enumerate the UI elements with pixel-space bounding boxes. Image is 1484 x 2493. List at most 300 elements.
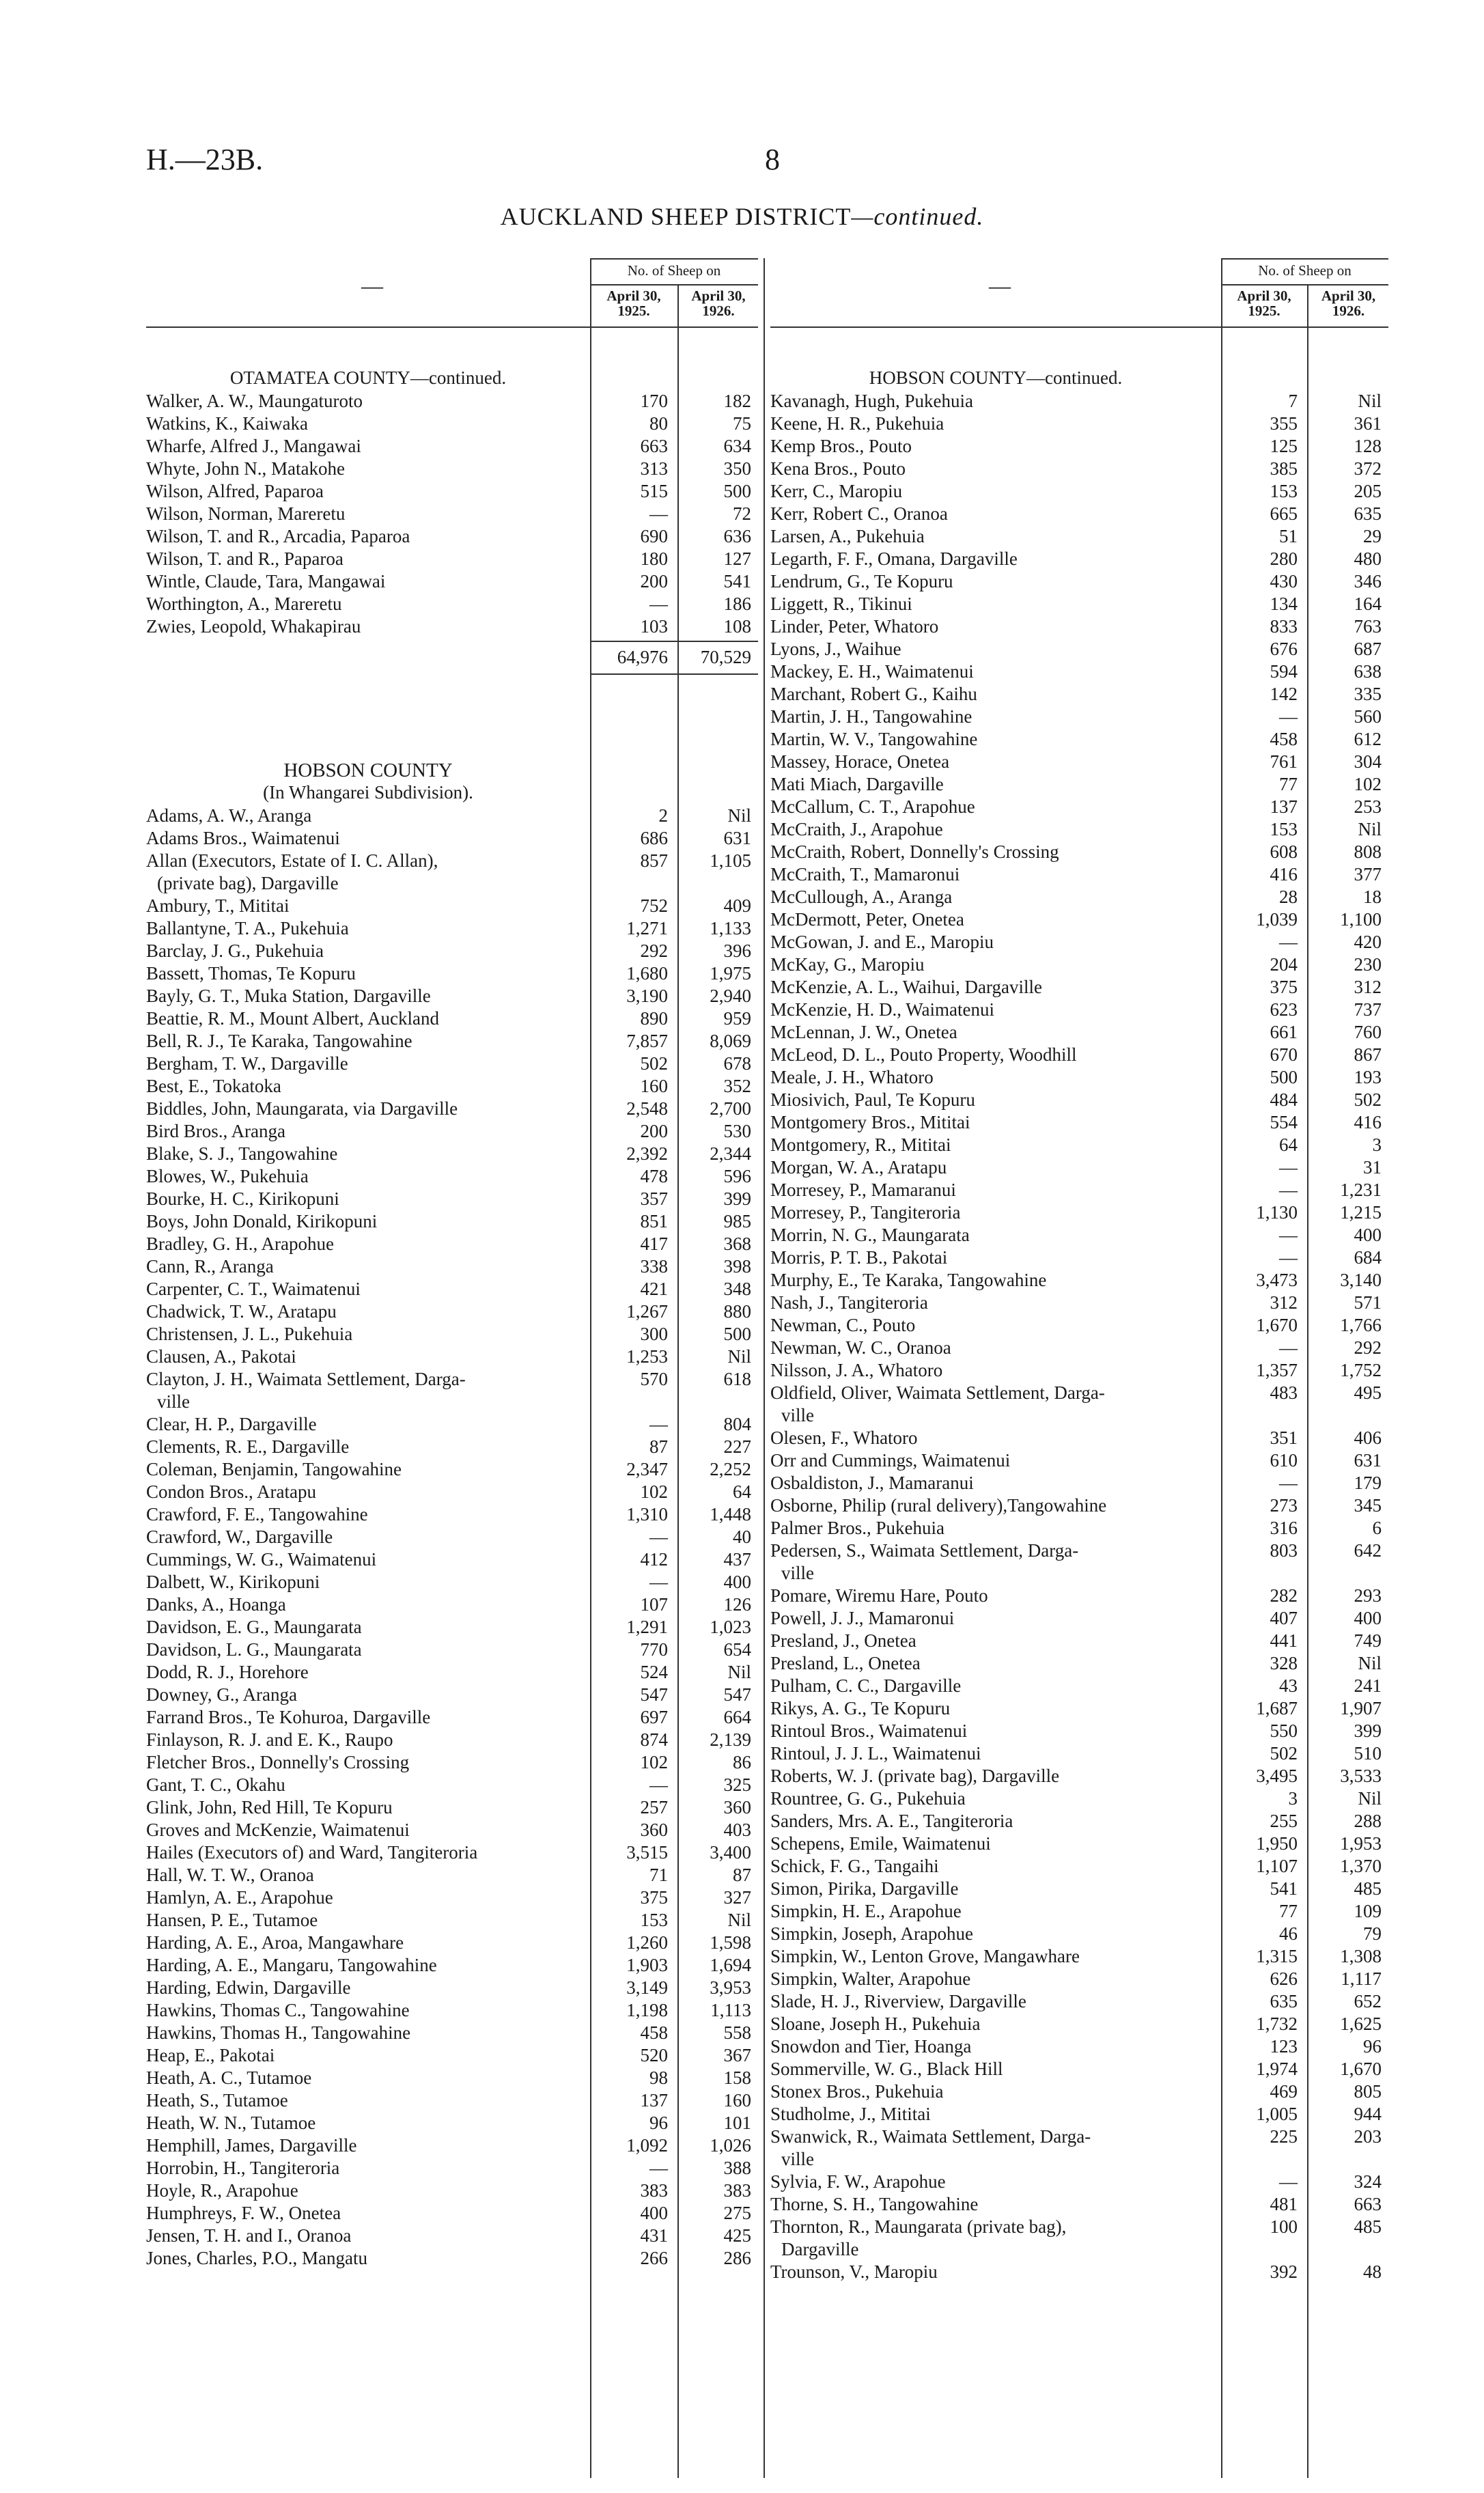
row-name: Hansen, P. E., Tutamoe [146, 1910, 318, 1930]
row-value-1925: 833 [1270, 616, 1298, 637]
row-value-1926: 1,133 [710, 918, 751, 938]
row-value-1925: 1,271 [626, 918, 668, 938]
row-value-1925: 357 [640, 1188, 668, 1209]
row-value-1926: 324 [1354, 2171, 1382, 2192]
row-value-1926: 275 [723, 2203, 751, 2223]
row-value-1925: 80 [649, 413, 668, 434]
table-row [146, 985, 758, 1007]
table-row [146, 895, 758, 917]
table-row [770, 2216, 1388, 2238]
row-name: Simpkin, W., Lenton Grove, Mangawhare [770, 1946, 1080, 1966]
table-row [770, 1066, 1388, 1089]
row-value-1925: 484 [1270, 1089, 1298, 1110]
row-value-1925: 200 [640, 1121, 668, 1141]
row-value-1926: 368 [723, 1234, 751, 1254]
row-value-1926: 304 [1354, 751, 1382, 772]
row-value-1925: 752 [640, 895, 668, 916]
row-value-1926: 182 [723, 391, 751, 411]
row-name: Christensen, J. L., Pukehuia [146, 1324, 353, 1344]
row-name: Heath, S., Tutamoe [146, 2090, 288, 2111]
table-row [146, 2022, 758, 2044]
row-name: Bourke, H. C., Kirikopuni [146, 1188, 339, 1209]
row-name: Morris, P. T. B., Pakotai [770, 1247, 948, 1268]
row-name: Montgomery, R., Mititai [770, 1134, 951, 1155]
row-value-1925: 1,732 [1256, 2014, 1298, 2034]
row-value-1926: 3,533 [1340, 1766, 1382, 1786]
table-row [770, 525, 1388, 548]
table-row [770, 1404, 1388, 1427]
table-row [146, 615, 758, 638]
table-row [146, 1706, 758, 1729]
row-name: Kerr, C., Maropiu [770, 481, 903, 501]
row-value-1925: 96 [649, 2113, 668, 2133]
row-value-1926: 437 [723, 1549, 751, 1570]
row-value-1926: 485 [1354, 1878, 1382, 1899]
row-name: Bayly, G. T., Muka Station, Dargaville [146, 986, 431, 1006]
row-value-1925: 100 [1270, 2216, 1298, 2237]
row-value-1926: 18 [1363, 887, 1382, 907]
row-value-1926: 502 [1354, 1089, 1382, 1110]
table-row [146, 1751, 758, 1774]
table-row [146, 2202, 758, 2225]
table-row [770, 1630, 1388, 1652]
row-value-1926: 335 [1354, 684, 1382, 704]
row-value-1926: 203 [1354, 2126, 1382, 2147]
table-row [770, 435, 1388, 458]
table-row [146, 1616, 758, 1639]
row-value-1926: 2,344 [710, 1143, 751, 1164]
row-value-1926: 634 [723, 436, 751, 456]
row-value-1925: 626 [1270, 1968, 1298, 1989]
row-value-1926: 1,308 [1340, 1946, 1382, 1966]
table-row [770, 2193, 1388, 2216]
row-value-1925: 458 [1270, 729, 1298, 749]
row-name: Pomare, Wiremu Hare, Pouto [770, 1585, 988, 1606]
table-row [770, 1246, 1388, 1269]
row-value-1925: 770 [640, 1639, 668, 1660]
row-name: McCallum, C. T., Arapohue [770, 796, 975, 817]
table-row [770, 1044, 1388, 1066]
row-value-1926: 1,100 [1340, 909, 1382, 930]
row-name: Simon, Pirika, Dargaville [770, 1878, 959, 1899]
table-row [770, 1833, 1388, 1855]
row-name: Boys, John Donald, Kirikopuni [146, 1211, 378, 1231]
row-value-1925: 273 [1270, 1495, 1298, 1516]
row-value-1926: 2,700 [710, 1098, 751, 1119]
row-value-1926: 292 [1354, 1337, 1382, 1358]
table-row [146, 1075, 758, 1098]
row-value-1926: 737 [1354, 999, 1382, 1020]
table-row [770, 1697, 1388, 1720]
table-row [770, 773, 1388, 796]
row-value-1925: 102 [640, 1481, 668, 1502]
row-value-1925: 665 [1270, 503, 1298, 524]
table-row [770, 615, 1388, 638]
row-value-1925: 46 [1279, 1923, 1298, 1944]
row-value-1926: 3 [1372, 1134, 1382, 1155]
table-row [770, 1540, 1388, 1562]
row-value-1925: 502 [1270, 1743, 1298, 1764]
row-value-1925: — [1279, 932, 1298, 952]
title-suffix: —continued. [851, 203, 984, 230]
row-name: Wilson, T. and R., Paparoa [146, 548, 344, 569]
table-row [146, 1165, 758, 1188]
header-rule-top [1221, 258, 1388, 260]
row-name: Lyons, J., Waihue [770, 639, 901, 659]
row-value-1926: 29 [1363, 526, 1382, 546]
table-row [770, 2126, 1388, 2148]
row-value-1926: 760 [1354, 1022, 1382, 1042]
row-value-1926: 596 [723, 1166, 751, 1186]
row-value-1925: — [1279, 1337, 1298, 1358]
section-heading-hobson: HOBSON COUNTY [283, 760, 453, 781]
row-name: Harding, A. E., Aroa, Mangawhare [146, 1932, 404, 1953]
row-value-1926: 400 [1354, 1608, 1382, 1628]
row-value-1926: 377 [1354, 864, 1382, 885]
row-value-1926: 684 [1354, 1247, 1382, 1268]
table-row [146, 1774, 758, 1796]
row-value-1926: 678 [723, 1053, 751, 1074]
row-value-1925: 3,495 [1256, 1766, 1298, 1786]
row-value-1926: 416 [1354, 1112, 1382, 1132]
row-value-1926: 8,069 [710, 1031, 751, 1051]
row-value-1925: 1,291 [626, 1617, 668, 1637]
row-value-1925: 313 [640, 458, 668, 479]
row-value-1925: 77 [1279, 1901, 1298, 1921]
row-value-1926: 109 [1354, 1901, 1382, 1921]
table-row [770, 863, 1388, 886]
row-value-1926: 425 [723, 2225, 751, 2246]
row-value-1925: 2,548 [626, 1098, 668, 1119]
row-name: Sylvia, F. W., Arapohue [770, 2171, 946, 2192]
row-name: Meale, J. H., Whatoro [770, 1067, 934, 1087]
total-1925: 64,976 [617, 647, 668, 667]
table-row [770, 1449, 1388, 1472]
row-value-1926: 1,752 [1340, 1360, 1382, 1380]
table-row [146, 1458, 758, 1481]
row-value-1926: 403 [723, 1820, 751, 1840]
row-value-1926: 312 [1354, 977, 1382, 997]
row-name: Simpkin, H. E., Arapohue [770, 1901, 962, 1921]
row-value-1925: 1,260 [626, 1932, 668, 1953]
row-name: Stonex Bros., Pukehuia [770, 2081, 944, 2102]
table-row [770, 1359, 1388, 1382]
row-value-1925: 280 [1270, 548, 1298, 569]
table-row [770, 1021, 1388, 1044]
row-value-1926: 763 [1354, 616, 1382, 637]
row-value-1925: 500 [1270, 1067, 1298, 1087]
row-value-1926: 2,252 [710, 1459, 751, 1479]
row-name: Schick, F. G., Tangaihi [770, 1856, 939, 1876]
row-value-1925: 385 [1270, 458, 1298, 479]
row-value-1926: 652 [1354, 1991, 1382, 2011]
row-value-1926: 126 [723, 1594, 751, 1615]
row-name: Schepens, Emile, Waimatenui [770, 1833, 991, 1854]
row-name: McCraith, J., Arapohue [770, 819, 943, 839]
table-row [770, 1855, 1388, 1878]
row-value-1925: 761 [1270, 751, 1298, 772]
row-value-1925: 1,687 [1256, 1698, 1298, 1718]
table-row [770, 2103, 1388, 2126]
row-name: Fletcher Bros., Donnelly's Crossing [146, 1752, 410, 1772]
row-value-1925: — [649, 2158, 668, 2178]
row-value-1926: Nil [1358, 391, 1382, 411]
row-value-1925: 1,253 [626, 1346, 668, 1367]
table-row [770, 413, 1388, 435]
row-value-1925: 554 [1270, 1112, 1298, 1132]
row-value-1925: 431 [640, 2225, 668, 2246]
table-row [146, 2225, 758, 2247]
row-value-1926: 985 [723, 1211, 751, 1231]
row-name: Beattie, R. M., Mount Albert, Auckland [146, 1008, 439, 1029]
table-row [770, 1314, 1388, 1337]
row-name: Wilson, Norman, Mareretu [146, 503, 346, 524]
table-row [146, 548, 758, 570]
row-value-1925: 102 [640, 1752, 668, 1772]
table-row [770, 1179, 1388, 1201]
table-row [146, 1999, 758, 2022]
sheep-group-heading: No. of Sheep on [1258, 262, 1352, 279]
section-heading-otamatea: OTAMATEA COUNTY—continued. [229, 367, 507, 388]
table-row [770, 2035, 1388, 2058]
row-name: Glink, John, Red Hill, Te Kopuru [146, 1797, 393, 1817]
row-name: Blowes, W., Pukehuia [146, 1166, 309, 1186]
row-value-1926: 96 [1363, 2036, 1382, 2057]
row-value-1925: 360 [640, 1820, 668, 1840]
title-main: AUCKLAND SHEEP DISTRICT [500, 203, 852, 230]
page-title [0, 202, 1484, 231]
row-value-1926: 664 [723, 1707, 751, 1727]
row-value-1925: — [1279, 1225, 1298, 1245]
table-row [770, 1923, 1388, 1945]
row-value-1926: 1,907 [1340, 1698, 1382, 1718]
row-name: Sanders, Mrs. A. E., Tangiteroria [770, 1811, 1013, 1831]
row-name: Thorne, S. H., Tangowahine [770, 2194, 979, 2214]
total-1926: 70,529 [700, 647, 751, 667]
row-value-1926: 327 [723, 1887, 751, 1908]
row-value-1925: 690 [640, 526, 668, 546]
row-value-1925: 1,198 [626, 2000, 668, 2020]
table-row [146, 503, 758, 525]
row-value-1926: 530 [723, 1121, 751, 1141]
total-rule-top [590, 641, 758, 642]
row-value-1926: 396 [723, 941, 751, 961]
row-value-1925: 351 [1270, 1427, 1298, 1448]
row-value-1925: 483 [1270, 1382, 1298, 1403]
row-name: Bergham, T. W., Dargaville [146, 1053, 348, 1074]
row-value-1926: 348 [723, 1279, 751, 1299]
table-row [146, 917, 758, 940]
row-name: Sloane, Joseph H., Pukehuia [770, 2014, 981, 2034]
row-name: Hoyle, R., Arapohue [146, 2180, 298, 2201]
row-name: Hawkins, Thomas C., Tangowahine [146, 2000, 410, 2020]
row-name: Snowdon and Tier, Hoanga [770, 2036, 972, 2057]
row-value-1925: 412 [640, 1549, 668, 1570]
row-value-1926: 253 [1354, 796, 1382, 817]
row-value-1926: 108 [723, 616, 751, 637]
row-name: Coleman, Benjamin, Tangowahine [146, 1459, 402, 1479]
row-name: Clements, R. E., Dargaville [146, 1436, 350, 1457]
row-name: Kavanagh, Hugh, Pukehuia [770, 391, 973, 411]
row-value-1925: 375 [640, 1887, 668, 1908]
table-row [770, 1675, 1388, 1697]
row-value-1926: 383 [723, 2180, 751, 2201]
table-row [770, 2058, 1388, 2080]
row-value-1925: 204 [1270, 954, 1298, 975]
row-value-1925: 266 [640, 2248, 668, 2268]
table-row [146, 525, 758, 548]
table-row [146, 1346, 758, 1368]
row-name: Clayton, J. H., Waimata Settlement, Darga- [146, 1369, 466, 1389]
row-name: Morgan, W. A., Aratapu [770, 1157, 947, 1178]
row-value-1925: 400 [640, 2203, 668, 2223]
row-name: ville [781, 2149, 814, 2169]
row-name: McKenzie, H. D., Waimatenui [770, 999, 994, 1020]
row-name: McCullough, A., Aranga [770, 887, 953, 907]
row-value-1925: 98 [649, 2067, 668, 2088]
row-value-1925: 661 [1270, 1022, 1298, 1042]
table-row [770, 1585, 1388, 1607]
table-row [146, 1436, 758, 1458]
row-name: Jensen, T. H. and I., Oranoa [146, 2225, 352, 2246]
row-name: Trounson, V., Maropiu [770, 2261, 938, 2282]
table-row [146, 1007, 758, 1030]
row-value-1925: 316 [1270, 1518, 1298, 1538]
row-value-1925: 515 [640, 481, 668, 501]
table-row [146, 1030, 758, 1053]
row-value-1925: 123 [1270, 2036, 1298, 2057]
row-name: Keene, H. R., Pukehuia [770, 413, 944, 434]
table-row [770, 931, 1388, 953]
table-row [770, 1878, 1388, 1900]
row-name: Danks, A., Hoanga [146, 1594, 286, 1615]
row-value-1925: 676 [1270, 639, 1298, 659]
row-name: Sommerville, W. G., Black Hill [770, 2059, 1003, 2079]
table-row [770, 1562, 1388, 1585]
row-name: Bassett, Thomas, Te Kopuru [146, 963, 356, 984]
row-value-1926: 642 [1354, 1540, 1382, 1561]
table-row [146, 413, 758, 435]
page-number: 8 [765, 143, 780, 176]
row-name: Orr and Cummings, Waimatenui [770, 1450, 1011, 1471]
row-value-1926: 40 [733, 1527, 751, 1547]
row-value-1925: 2,392 [626, 1143, 668, 1164]
row-value-1926: 480 [1354, 548, 1382, 569]
row-name: Hall, W. T. W., Oranoa [146, 1865, 314, 1885]
row-name: Newman, C., Pouto [770, 1315, 916, 1335]
table-row [770, 2261, 1388, 2283]
row-value-1926: 1,953 [1340, 1833, 1382, 1854]
row-name: Miosivich, Paul, Te Kopuru [770, 1089, 975, 1110]
table-row [146, 570, 758, 593]
row-value-1925: 610 [1270, 1450, 1298, 1471]
row-value-1925: 137 [640, 2090, 668, 2111]
row-name: McCraith, T., Mamaronui [770, 864, 960, 885]
table-row [770, 548, 1388, 570]
row-value-1925: 570 [640, 1369, 668, 1389]
row-value-1925: 1,680 [626, 963, 668, 984]
row-value-1926: 31 [1363, 1157, 1382, 1178]
table-row [770, 1517, 1388, 1540]
table-row [770, 458, 1388, 480]
row-name: ville [781, 1405, 814, 1425]
table-row [146, 2134, 758, 2157]
row-name: Wharfe, Alfred J., Mangawai [146, 436, 361, 456]
row-name: Newman, W. C., Oranoa [770, 1337, 951, 1358]
row-value-1926: 372 [1354, 458, 1382, 479]
table-row [146, 1255, 758, 1278]
row-name: Rikys, A. G., Te Kopuru [770, 1698, 951, 1718]
table-row [770, 976, 1388, 999]
row-value-1925: 7 [1288, 391, 1298, 411]
table-row [146, 962, 758, 985]
row-value-1925: 550 [1270, 1721, 1298, 1741]
row-name: Cann, R., Aranga [146, 1256, 274, 1277]
row-value-1925: 153 [640, 1910, 668, 1930]
table-row [146, 1977, 758, 1999]
row-name: Finlayson, R. J. and E. K., Raupo [146, 1729, 393, 1750]
row-value-1926: 230 [1354, 954, 1382, 975]
table-row [770, 503, 1388, 525]
table-row [146, 1053, 758, 1075]
row-name: Liggett, R., Tikinui [770, 594, 912, 614]
row-value-1925: 282 [1270, 1585, 1298, 1606]
row-name: Martin, W. V., Tangowahine [770, 729, 978, 749]
row-name: Biddles, John, Maungarata, via Dargaville [146, 1098, 458, 1119]
row-value-1925: 541 [1270, 1878, 1298, 1899]
row-value-1925: 890 [640, 1008, 668, 1029]
row-name: Kena Bros., Pouto [770, 458, 906, 479]
row-name: Carpenter, C. T., Waimatenui [146, 1279, 361, 1299]
table-row [146, 1819, 758, 1841]
row-value-1926: 3,140 [1340, 1270, 1382, 1290]
section-subheading-hobson: (In Whangarei Subdivision). [263, 782, 473, 803]
row-value-1925: 355 [1270, 413, 1298, 434]
row-name: Barclay, J. G., Pukehuia [146, 941, 324, 961]
row-name: Farrand Bros., Te Kohuroa, Dargaville [146, 1707, 431, 1727]
row-value-1925: 3,473 [1256, 1270, 1298, 1290]
row-value-1926: 164 [1354, 594, 1382, 614]
table-row [770, 1765, 1388, 1787]
table-row [146, 1098, 758, 1120]
row-value-1925: 1,950 [1256, 1833, 1298, 1854]
row-value-1925: 3 [1288, 1788, 1298, 1809]
row-value-1925: — [649, 1527, 668, 1547]
row-value-1926: Nil [1358, 819, 1382, 839]
table-row [770, 1607, 1388, 1630]
row-value-1926: 1,694 [710, 1955, 751, 1975]
row-name: Simpkin, Joseph, Arapohue [770, 1923, 973, 1944]
row-value-1926: 3,953 [710, 1977, 751, 1998]
row-value-1925: 103 [640, 616, 668, 637]
total-rule-bottom [590, 673, 758, 675]
row-name: Roberts, W. J. (private bag), Dargaville [770, 1766, 1060, 1786]
row-value-1925: 803 [1270, 1540, 1298, 1561]
row-value-1925: 520 [640, 2045, 668, 2065]
row-value-1925: 292 [640, 941, 668, 961]
row-value-1926: 636 [723, 526, 751, 546]
row-name: McLeod, D. L., Pouto Property, Woodhill [770, 1044, 1077, 1065]
row-value-1926: 186 [723, 594, 751, 614]
row-value-1926: 160 [723, 2090, 751, 2111]
table-row [146, 1526, 758, 1548]
row-value-1925: 524 [640, 1662, 668, 1682]
row-value-1925: 51 [1279, 526, 1298, 546]
table-row [770, 1652, 1388, 1675]
row-value-1925: — [649, 503, 668, 524]
table-row [146, 435, 758, 458]
table-row [146, 1571, 758, 1593]
